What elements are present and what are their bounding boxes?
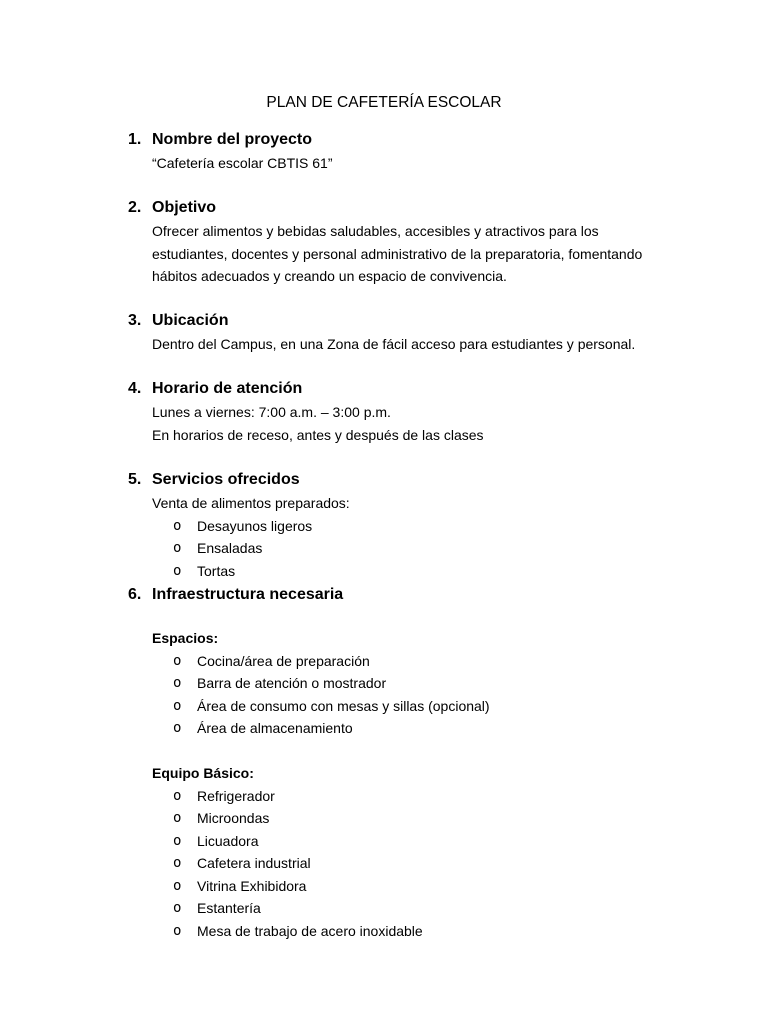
section-number: 5.	[128, 471, 142, 488]
list-item	[128, 650, 688, 673]
list-item-text: Microondas	[197, 810, 270, 826]
list-item	[128, 695, 688, 718]
section-title: Objetivo	[152, 199, 217, 216]
bullet-marker: o	[173, 720, 182, 736]
list-item	[128, 785, 688, 808]
bullet-marker: o	[173, 652, 182, 669]
section-heading	[128, 467, 688, 492]
bullet-marker: o	[173, 562, 182, 579]
section-title: Servicios ofrecidos	[152, 471, 300, 488]
section-text-line: Dentro del Campus, en una Zona de fácil acceso para estudiantes y personal.	[152, 336, 636, 352]
list-item-text: Área de almacenamiento	[197, 720, 353, 736]
list-item	[128, 717, 688, 740]
bullet-marker: o	[173, 900, 182, 916]
espacios-list	[128, 650, 688, 740]
list-item	[128, 515, 688, 538]
bullet-marker: o	[173, 675, 182, 691]
section-title: Ubicación	[152, 312, 229, 329]
list-item	[128, 672, 688, 695]
list-item-text: Estantería	[197, 900, 261, 916]
section-heading	[128, 582, 688, 607]
section-text-line: hábitos adecuados y creando un espacio de convivencia.	[152, 268, 507, 284]
list-item-text: Refrigerador	[197, 787, 275, 804]
list-item-text: Cocina/área de preparación	[197, 652, 370, 669]
list-item-text: Ensaladas	[197, 540, 263, 556]
services-list	[128, 515, 688, 583]
list-item-text: Desayunos ligeros	[197, 517, 313, 534]
section-text-line: Lunes a viernes: 7:00 a.m. – 3:00 p.m.	[152, 404, 391, 420]
section-number: 3.	[128, 312, 142, 329]
section-text-line: Ofrecer alimentos y bebidas saludables, accesibles y atractivos para los	[152, 223, 599, 239]
section-heading	[128, 195, 688, 220]
section-heading	[128, 127, 688, 152]
list-item	[128, 875, 688, 898]
bullet-marker: o	[173, 832, 182, 849]
bullet-marker: o	[173, 787, 182, 804]
section-heading	[128, 308, 688, 333]
list-item	[128, 560, 688, 583]
section-text-line: estudiantes, docentes y personal administrativo de la preparatoria, fomentando	[152, 245, 643, 262]
bullet-marker: o	[173, 517, 182, 534]
section-objetivo	[128, 195, 688, 288]
section-servicios-ofrecidos	[128, 467, 688, 582]
section-nombre-del-proyecto	[128, 127, 688, 175]
section-title: Nombre del proyecto	[152, 131, 313, 148]
list-item-text: Cafetera industrial	[197, 855, 311, 871]
bullet-marker: o	[173, 855, 182, 871]
list-item	[128, 537, 688, 560]
list-item	[128, 807, 688, 830]
list-item-text: Área de consumo con mesas y sillas (opcional)	[197, 697, 490, 714]
group-heading: Equipo Básico:	[152, 765, 254, 781]
list-item	[128, 852, 688, 875]
group-espacios	[128, 627, 688, 740]
section-infraestructura-necesaria	[128, 582, 688, 607]
document-title: PLAN DE CAFETERÍA ESCOLAR	[266, 94, 502, 111]
bullet-marker: o	[173, 877, 182, 894]
section-title: Infraestructura necesaria	[152, 586, 344, 603]
equipo-list	[128, 785, 688, 943]
list-item-text: Vitrina Exhibidora	[197, 877, 307, 894]
section-number: 1.	[128, 131, 142, 148]
list-item-text: Licuadora	[197, 832, 259, 849]
section-text-line: “Cafetería escolar CBTIS 61”	[152, 155, 333, 171]
group-heading: Espacios:	[152, 630, 219, 646]
section-title: Horario de atención	[152, 380, 303, 397]
section-number: 6.	[128, 586, 142, 603]
section-number: 4.	[128, 380, 142, 397]
list-item	[128, 920, 688, 943]
bullet-marker: o	[173, 540, 182, 556]
group-equipo-basico	[128, 762, 688, 942]
list-item	[128, 897, 688, 920]
list-item-text: Barra de atención o mostrador	[197, 675, 387, 691]
list-item-text: Mesa de trabajo de acero inoxidable	[197, 922, 423, 939]
list-item-text: Tortas	[197, 562, 236, 579]
list-item	[128, 830, 688, 853]
section-horario-de-atencion	[128, 376, 688, 446]
section-number: 2.	[128, 199, 142, 216]
bullet-marker: o	[173, 697, 182, 714]
bullet-marker: o	[173, 922, 182, 939]
bullet-marker: o	[173, 810, 182, 826]
section-ubicacion	[128, 308, 688, 356]
section-text-line: En horarios de receso, antes y después de las clases	[152, 426, 484, 443]
section-intro: Venta de alimentos preparados:	[152, 495, 350, 511]
section-heading	[128, 376, 688, 401]
